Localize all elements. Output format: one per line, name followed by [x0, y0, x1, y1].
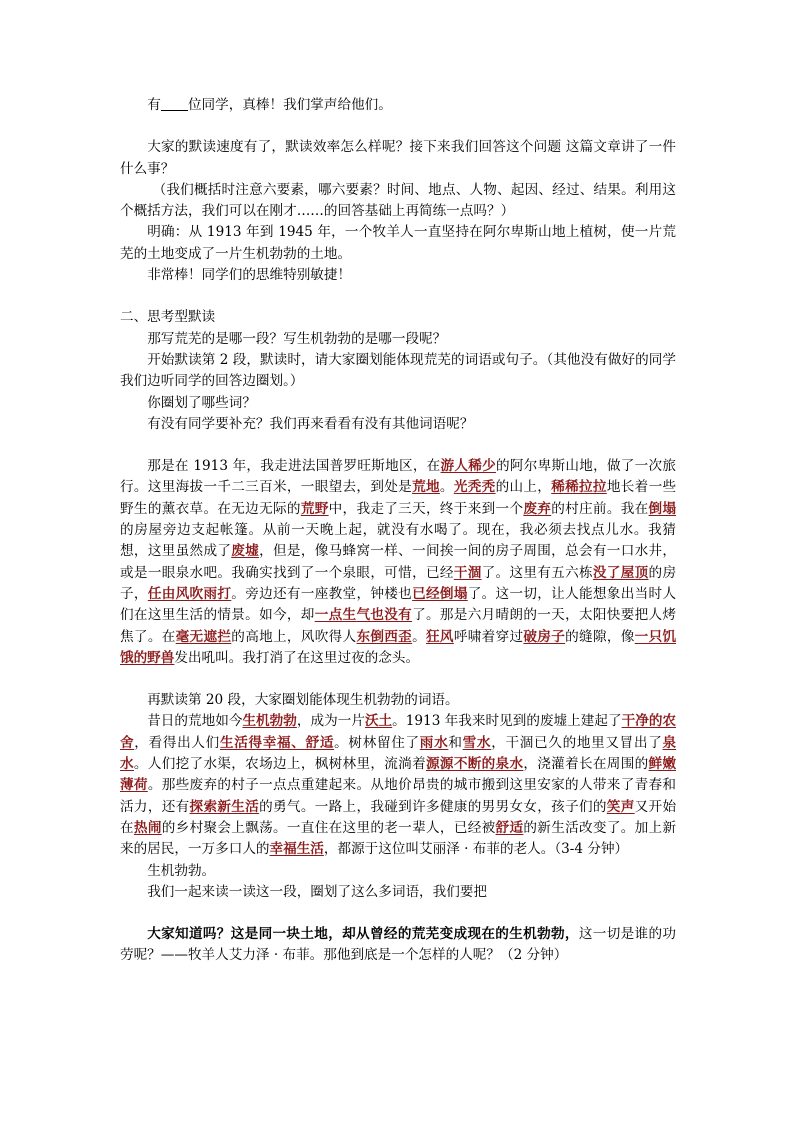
text-run: 了。这一切，让人能想象出当时人们在这里生活的情景。如今，却 — [120, 585, 677, 624]
highlighted-phrase: 游人稀少 — [440, 458, 497, 475]
highlighted-phrase: 雪水 — [462, 734, 492, 751]
closing-paragraph — [120, 924, 676, 967]
text-run: 。人们挖了水渠，农场边上，枫树林里，流淌着 — [133, 756, 426, 773]
text-run: 昔日的荒地如今 — [147, 713, 243, 730]
highlighted-phrase: 狂风 — [426, 628, 454, 645]
blank-underline — [161, 96, 188, 111]
instruction-4: 有没有同学要补充？我们再来看看有没有其他词语呢？ — [147, 415, 474, 432]
highlighted-phrase: 源源不断的泉水 — [426, 756, 524, 773]
highlighted-phrase: 泉水 — [120, 734, 677, 773]
praise-suffix: 位同学，真棒！我们掌声给他们。 — [187, 97, 392, 113]
text-run: 中，我走了三天，终于来到一个 — [328, 500, 524, 517]
text-run: 。那些废弃的村子一点点重建起来。从地价昂贵的城市搬到这里安家的人带来了青春和活力，还有 — [120, 777, 677, 815]
answer-word: 生机勃勃。 — [147, 862, 216, 879]
text-run: ，成为一片 — [296, 713, 365, 730]
highlighted-phrase: 热闹 — [133, 819, 162, 836]
text-run: 的山上， — [495, 479, 552, 496]
text-run: 的高地上，风吹得人 — [231, 628, 357, 645]
text-paragraph-20 — [120, 711, 676, 860]
text-run: ，干涸已久的地里又冒出了 — [491, 734, 663, 751]
highlighted-phrase: 已经倒塌 — [412, 585, 468, 602]
text-run: 的房子， — [120, 564, 677, 602]
text-paragraph-2 — [120, 456, 676, 669]
highlighted-phrase: 荒野 — [300, 500, 329, 517]
highlighted-phrase: 毫无遮拦 — [175, 628, 232, 645]
text-run: 的乡村聚会上飘荡。一直住在这里的老一辈人，已经被 — [161, 819, 496, 836]
instruction-3: 你圈划了哪些词？ — [147, 394, 256, 411]
text-run: 的阿尔卑斯山地，做了一次旅行。这里海拔一千二三百米，一眼望去，到处是 — [120, 458, 676, 496]
highlighted-phrase: 干涸 — [453, 564, 482, 581]
highlighted-phrase: 一只饥饿的野兽 — [120, 628, 677, 666]
closing-bold: 大家知道吗？这是同一块土地，却从曾经的荒芜变成现在的生机勃勃， — [147, 926, 579, 943]
text-run: 的新生活改变了。加上新来的居民，一万多口人的 — [120, 819, 677, 858]
text-run: 。 — [412, 628, 427, 645]
highlighted-phrase: 幸福生活 — [269, 841, 324, 858]
text-run: 的勇气。一路上，我碰到许多健康的男男女女，孩子们的 — [259, 798, 607, 815]
highlighted-phrase: 倒塌 — [648, 500, 677, 517]
text-run: 。 — [439, 479, 454, 496]
instruction-1: 那写荒芜的是哪一段？写生机勃勃的是哪一段呢？ — [147, 330, 447, 347]
instruction-5: 再默读第 20 段，大家圈划能体现生机勃勃的词语。 — [147, 692, 459, 709]
highlighted-phrase: 任由风吹雨打 — [147, 585, 232, 602]
document-page — [120, 95, 676, 967]
instruction-2: 开始默读第 2 段，默读时，请大家圈划能体现荒芜的词语或句子。（其他没有做好的同学我们边听同学的回答边圈划。） — [120, 351, 676, 390]
text-run: 又开始在 — [120, 798, 677, 836]
text-run: ，都源于这位叫艾丽泽 · 布菲的老人。（3-4 分钟） — [323, 841, 629, 858]
highlighted-phrase: 破房子 — [523, 628, 566, 645]
highlighted-phrase: 生活得幸福、舒适 — [219, 734, 335, 751]
highlighted-phrase: 舒适 — [495, 819, 524, 836]
text-run: ，浇灌着长在周围的 — [523, 756, 649, 773]
closing-rest: 这一切是谁的功劳呢？——牧羊人艾力泽 · 布菲。那他到底是一个怎样的人呢？（2 分钟） — [120, 926, 677, 964]
highlighted-phrase: 东倒西歪 — [356, 628, 413, 645]
praise-prefix: 有 — [147, 97, 161, 113]
highlighted-phrase: 稀稀拉拉 — [551, 479, 607, 496]
question-paragraph: 大家的默读速度有了，默读效率怎么样呢？接下来我们回答这个问题 这篇文章讲了一件什么事？ — [120, 139, 676, 177]
text-run: ，但是，像马蜂窝一样、一间挨一间的房子周围，总会有一口水井，或是一眼泉水吧。我确实找到了一个泉眼，可惜，已经 — [120, 543, 677, 581]
highlighted-phrase: 雨水 — [419, 734, 449, 751]
highlighted-phrase: 没了屋顶 — [592, 564, 649, 581]
praise-line — [120, 95, 676, 116]
highlighted-phrase: 笑声 — [606, 798, 635, 815]
text-run: 的缝隙，像 — [565, 628, 635, 645]
text-run: 的房屋旁边支起帐篷。从前一天晚上起，就没有水喝了。现在，我必须去找点儿水。我猜想，这里虽然成了 — [120, 522, 676, 560]
instruction-6: 我们一起来读一读这一段，圈划了这么多词语，我们要把 — [147, 883, 488, 900]
highlighted-phrase: 光秃秃 — [453, 479, 496, 496]
highlighted-phrase: 探索新生活 — [189, 798, 260, 815]
highlighted-phrase: 废弃 — [523, 500, 552, 517]
answer-paragraph: 明确：从 1913 年到 1945 年，一个牧羊人一直坚持在阿尔卑斯山地上植树，使一片荒芜的土地变成了一片生机勃勃的土地。 — [120, 224, 676, 262]
summary-tip: （我们概括时注意六要素，哪六要素？时间、地点、人物、起因、经过、结果。利用这个概括方法，我们可以在刚才……的回答基础上再简练一点吗？） — [120, 181, 676, 220]
highlighted-phrase: 沃土 — [364, 713, 393, 730]
text-run: 。1913 年我来时见到的废墟上建起了 — [392, 713, 622, 730]
text-run: 的村庄前。我在 — [551, 500, 649, 517]
highlighted-phrase: 干净的农舍 — [120, 713, 677, 751]
text-run: 地长着一些野生的薰衣草。在无边无际的 — [120, 479, 677, 517]
highlighted-phrase: 一点生气也没有 — [314, 607, 413, 624]
section-heading: 二、思考型默读 — [120, 309, 216, 326]
highlighted-phrase: 废墟 — [231, 543, 260, 560]
praise-paragraph: 非常棒！同学们的思维特别敏捷！ — [147, 267, 352, 284]
text-run: 了。那是六月晴朗的一天，太阳快要把人烤焦了。在 — [120, 607, 677, 645]
text-run: 那是在 1913 年，我走进法国普罗旺斯地区，在 — [147, 458, 441, 475]
highlighted-phrase: 荒地 — [412, 479, 440, 496]
text-run: 呼啸着穿过 — [453, 628, 524, 645]
text-run: 和 — [448, 734, 463, 751]
text-run: 发出吼叫。我打消了在这里过夜的念头。 — [174, 649, 420, 666]
highlighted-phrase: 鲜嫩薄荷 — [120, 756, 677, 794]
text-run: 了。这里有五六栋 — [481, 564, 593, 581]
text-run: 。旁边还有一座教堂，钟楼也 — [231, 585, 413, 602]
highlighted-phrase: 生机勃勃 — [242, 713, 297, 730]
text-run: 。树林留住了 — [334, 734, 420, 751]
text-run: ，看得出人们 — [134, 734, 220, 751]
